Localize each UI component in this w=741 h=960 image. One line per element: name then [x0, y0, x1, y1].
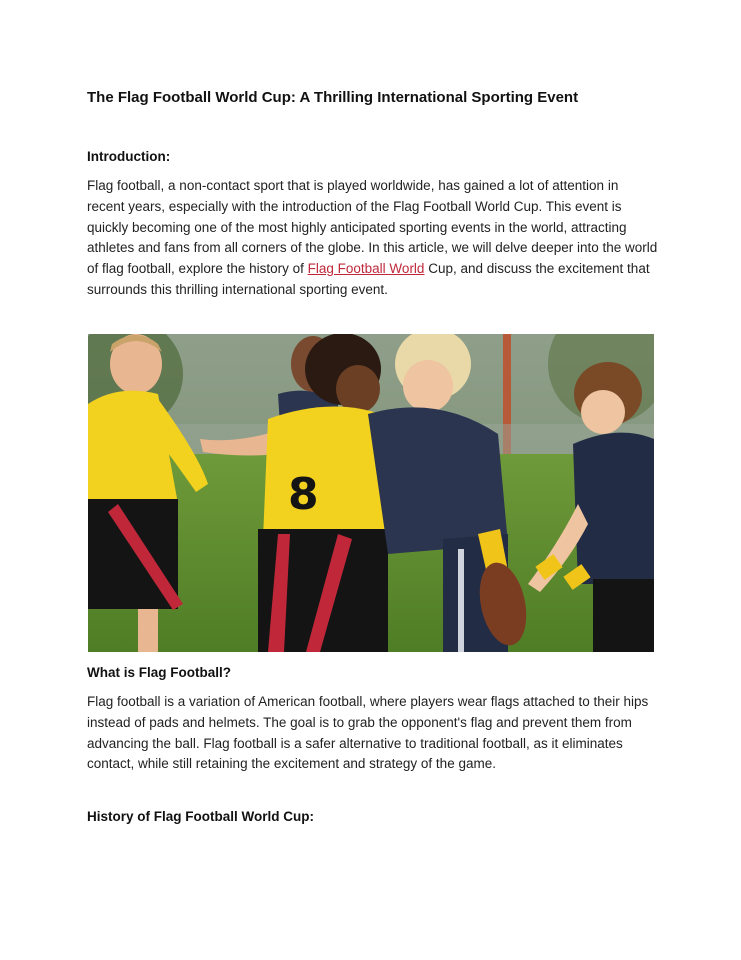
what-is-heading: What is Flag Football? — [87, 665, 231, 680]
flag-football-world-link[interactable]: Flag Football World — [307, 261, 425, 277]
history-heading: History of Flag Football World Cup: — [87, 809, 314, 824]
introduction-heading: Introduction: — [87, 149, 171, 164]
page-title: The Flag Football World Cup: A Thrilling International Sporting Event — [87, 89, 579, 106]
introduction-text-start: Flag football, a non-contact sport that is played worldwide, has gained a lot of attention in recent years, especially with the introduction of the Flag Football World Cup. This event is quickly becoming one of the most highly anticipated sporting events in the world, attracting athletes and fans from all corners of the globe. In this article, we will delve deeper into the world of flag football, explore the history of — [87, 178, 658, 277]
flag-football-kids-photo — [88, 334, 654, 652]
what-is-paragraph: Flag football is a variation of American football, where players wear flags attached to their hips instead of pads and helmets. The goal is to grab the opponent's flag and prevent them from advancing the ball. Flag football is a safer alternative to traditional football, as it eliminates contact, while still retaining the excitement and strategy of the game. — [87, 694, 649, 772]
introduction-text-end: Cup, and discuss the excitement that surrounds this thrilling international sporting event. — [87, 261, 650, 297]
jersey-number: 8 — [288, 469, 319, 520]
introduction-paragraph — [87, 176, 659, 301]
